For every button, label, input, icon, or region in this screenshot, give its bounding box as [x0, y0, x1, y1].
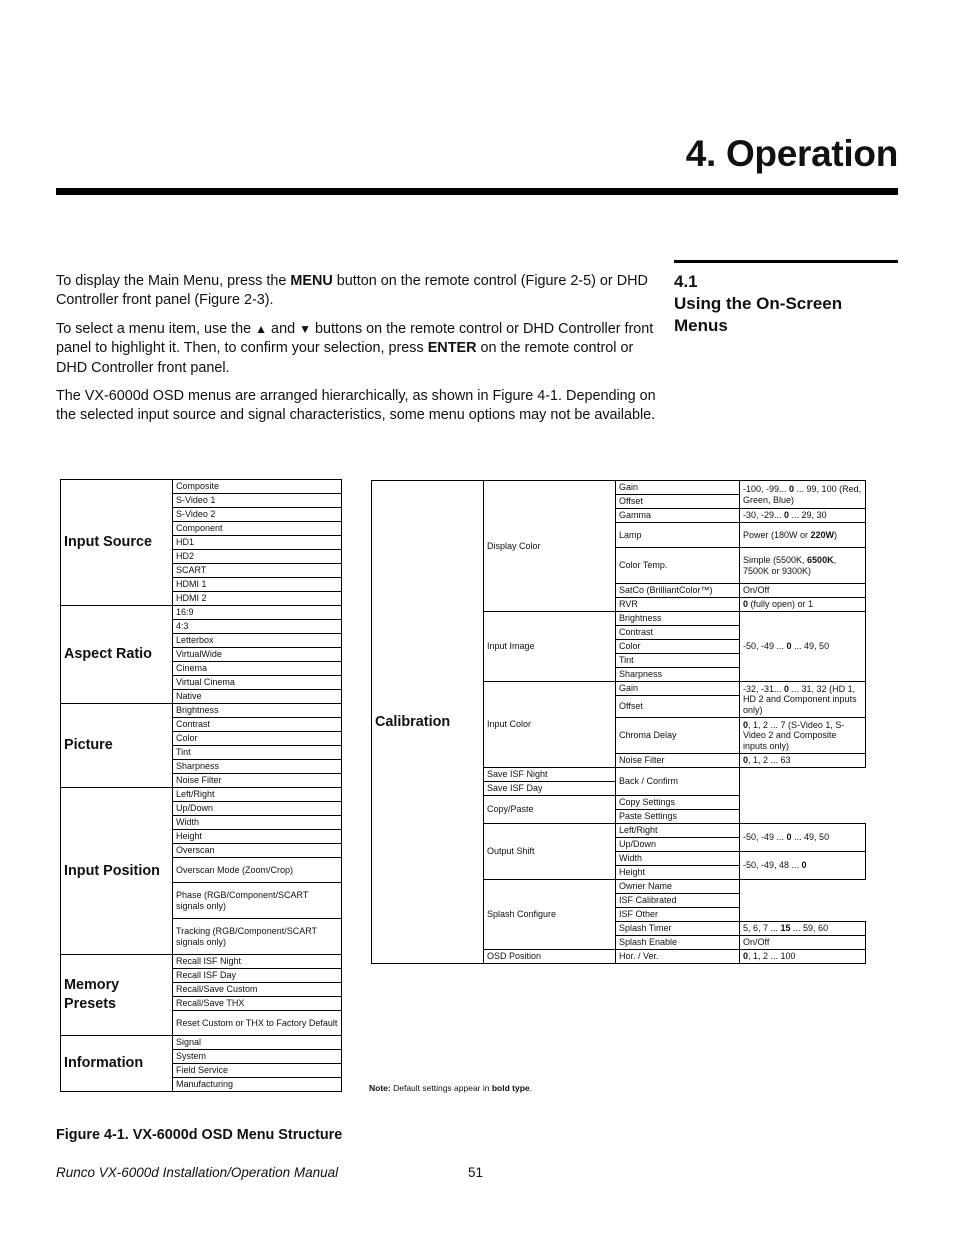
menu-item: SatCo (BrilliantColor™)	[616, 584, 740, 598]
menu-item: Letterbox	[173, 634, 342, 648]
menu-item: Width	[173, 816, 342, 830]
menu-item: Splash Timer	[616, 922, 740, 936]
menu-aspect-ratio: Aspect Ratio	[61, 606, 173, 704]
menu-item: Signal	[173, 1036, 342, 1050]
menu-item: Paste Settings	[616, 810, 740, 824]
menu-item: Chroma Delay	[616, 718, 740, 754]
section-rule	[674, 260, 898, 263]
menu-item: Gamma	[616, 509, 740, 523]
value-cell: Power (180W or 220W)	[740, 523, 866, 548]
down-arrow-icon: ▼	[299, 322, 311, 336]
menu-item: Owner Name	[616, 880, 740, 894]
menu-item: Gain	[616, 682, 740, 696]
paragraph-menu: To display the Main Menu, press the MENU button on the remote control (Figure 2-5) or DHD Controller front panel (Figure 2-3).	[56, 273, 648, 309]
menu-item: Left/Right	[616, 824, 740, 838]
menu-item: Left/Right	[173, 788, 342, 802]
menu-item: Up/Down	[173, 802, 342, 816]
menu-item: Offset	[616, 696, 740, 718]
menu-item: Height	[616, 866, 740, 880]
output-shift: Output Shift	[484, 824, 616, 880]
section-number: 4.1	[674, 272, 698, 291]
value-cell: 0, 1, 2 ... 7 (S-Video 1, S-Video 2 and Composite inputs only)	[740, 718, 866, 754]
value-cell: -50, -49, 48 ... 0	[740, 852, 866, 880]
menu-item: Cinema	[173, 662, 342, 676]
value-cell: On/Off	[740, 584, 866, 598]
menu-item: System	[173, 1050, 342, 1064]
value-cell: -50, -49 ... 0 ... 49, 50	[740, 824, 866, 852]
menu-item: SCART	[173, 564, 342, 578]
footer-page-number: 51	[468, 1165, 484, 1180]
calibration-table	[371, 480, 866, 964]
menu-item: Recall ISF Day	[173, 969, 342, 983]
value-cell: Simple (5500K, 6500K, 7500K or 9300K)	[740, 548, 866, 584]
menu-item: Color Temp.	[616, 548, 740, 584]
menu-item: HDMI 2	[173, 592, 342, 606]
menu-item: Brightness	[616, 612, 740, 626]
menu-item: Width	[616, 852, 740, 866]
value-cell: -100, -99... 0 ... 99, 100 (Red, Green, Blue)	[740, 481, 866, 509]
menu-item: HD2	[173, 550, 342, 564]
section-title: Using the On-Screen Menus	[674, 294, 843, 335]
menu-item: Noise Filter	[173, 774, 342, 788]
chapter-rule	[56, 188, 898, 195]
menu-information: Information	[61, 1036, 173, 1092]
menu-item: HDMI 1	[173, 578, 342, 592]
menu-item: Offset	[616, 495, 740, 509]
menu-item: S-Video 1	[173, 494, 342, 508]
menu-item: VirtualWide	[173, 648, 342, 662]
menu-item: Overscan Mode (Zoom/Crop)	[173, 858, 342, 883]
menu-item: Sharpness	[616, 668, 740, 682]
value-cell: 0, 1, 2 ... 100	[740, 950, 866, 964]
footer-manual-title: Runco VX-6000d Installation/Operation Manual	[56, 1165, 339, 1180]
save-isf-day: Save ISF Day	[484, 782, 616, 796]
menu-item: 4:3	[173, 620, 342, 634]
input-color: Input Color	[484, 682, 616, 768]
chapter-title: 4. Operation	[685, 133, 898, 174]
menu-item: Color	[616, 640, 740, 654]
menu-item: Gain	[616, 481, 740, 495]
menu-item: Composite	[173, 480, 342, 494]
menu-item: ISF Calibrated	[616, 894, 740, 908]
menu-item: S-Video 2	[173, 508, 342, 522]
paragraph-hierarchy: The VX-6000d OSD menus are arranged hierarchically, as shown in Figure 4-1. Depending on the selected input source and signal characteristics, some menu options may not be available.	[56, 388, 656, 424]
input-image: Input Image	[484, 612, 616, 682]
menu-item: Reset Custom or THX to Factory Default	[173, 1011, 342, 1036]
left-menu-table	[60, 479, 342, 1092]
figure-caption: Figure 4-1. VX-6000d OSD Menu Structure	[56, 1127, 343, 1143]
value-cell: On/Off	[740, 936, 866, 950]
up-arrow-icon: ▲	[255, 322, 268, 336]
copy-paste: Copy/Paste	[484, 796, 616, 824]
menu-item: Phase (RGB/Component/SCART signals only)	[173, 883, 342, 919]
menu-item: Overscan	[173, 844, 342, 858]
menu-item: Recall/Save THX	[173, 997, 342, 1011]
value-cell: -30, -29... 0 ... 29, 30	[740, 509, 866, 523]
back-confirm: Back / Confirm	[616, 768, 740, 796]
menu-item: Contrast	[173, 718, 342, 732]
menu-calibration: Calibration	[372, 481, 484, 964]
menu-item: Tint	[173, 746, 342, 760]
value-cell: 0, 1, 2 ... 63	[740, 754, 866, 768]
menu-item: ISF Other	[616, 908, 740, 922]
menu-item: Recall/Save Custom	[173, 983, 342, 997]
paragraph-select: To select a menu item, use the ▲ and ▼ buttons on the remote control or DHD Controller front panel to highlight it. Then, to confirm your selection, press ENTER on the remote control or DHD Controller front panel.	[56, 321, 654, 376]
menu-item: Hor. / Ver.	[616, 950, 740, 964]
menu-item: RVR	[616, 598, 740, 612]
menu-item: Lamp	[616, 523, 740, 548]
menu-item: 16:9	[173, 606, 342, 620]
value-cell: 0 (fully open) or 1	[740, 598, 866, 612]
menu-item: Component	[173, 522, 342, 536]
menu-input-source: Input Source	[61, 480, 173, 606]
menu-item: Splash Enable	[616, 936, 740, 950]
note: Note: Default settings appear in bold type.	[369, 1083, 533, 1093]
menu-item: Tint	[616, 654, 740, 668]
menu-item: Recall ISF Night	[173, 955, 342, 969]
menu-item: Tracking (RGB/Component/SCART signals only)	[173, 919, 342, 955]
menu-item: HD1	[173, 536, 342, 550]
menu-item: Up/Down	[616, 838, 740, 852]
display-color: Display Color	[484, 481, 616, 612]
value-cell: -50, -49 ... 0 ... 49, 50	[740, 612, 866, 682]
menu-item: Noise Filter	[616, 754, 740, 768]
menu-input-position: Input Position	[61, 788, 173, 955]
save-isf-night: Save ISF Night	[484, 768, 616, 782]
menu-memory-presets: Memory Presets	[61, 955, 173, 1036]
menu-item: Field Service	[173, 1064, 342, 1078]
menu-picture: Picture	[61, 704, 173, 788]
menu-item: Contrast	[616, 626, 740, 640]
menu-item: Brightness	[173, 704, 342, 718]
value-cell: 5, 6, 7 ... 15 ... 59, 60	[740, 922, 866, 936]
value-cell: -32, -31... 0 ... 31, 32 (HD 1, HD 2 and Component inputs only)	[740, 682, 866, 718]
menu-item: Copy Settings	[616, 796, 740, 810]
menu-item: Height	[173, 830, 342, 844]
menu-item: Sharpness	[173, 760, 342, 774]
menu-item: Native	[173, 690, 342, 704]
osd-position: OSD Position	[484, 950, 616, 964]
menu-item: Virtual Cinema	[173, 676, 342, 690]
menu-item: Manufacturing	[173, 1078, 342, 1092]
menu-item: Color	[173, 732, 342, 746]
splash-configure: Splash Configure	[484, 880, 616, 950]
